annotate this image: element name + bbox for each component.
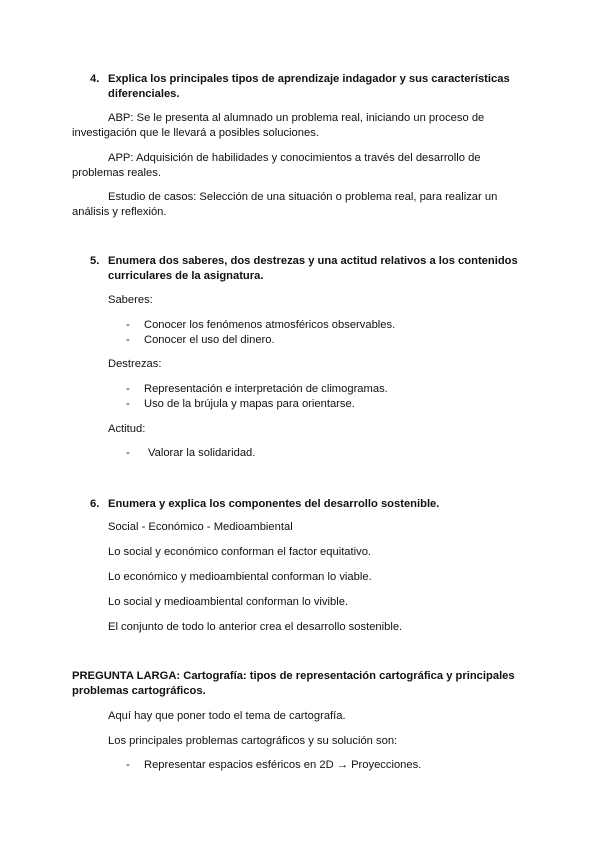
actitud-label: Actitud: — [108, 423, 146, 435]
question-6-heading — [90, 497, 530, 512]
question-number: 5. — [90, 255, 100, 267]
paragraph: ABP: Se le presenta al alumnado un problema real, iniciando un proceso de investigación que le llevará a posibles soluciones. — [72, 112, 485, 139]
saberes-label: Saberes: — [108, 294, 153, 306]
text-line: Lo económico y medioambiental conforman lo viable. — [108, 571, 372, 583]
text-line: Lo social y medioambiental conforman lo vivible. — [108, 596, 349, 608]
list-item: - Valorar la solidaridad. — [126, 447, 256, 459]
question-title: Enumera dos saberes, dos destrezas y una actitud relativos a los contenidos curriculares de la asignatura. — [108, 255, 518, 282]
question-number: 4. — [90, 73, 100, 85]
list-item: - Conocer el uso del dinero. — [126, 334, 275, 346]
list-item: - Representación e interpretación de climogramas. — [126, 383, 388, 395]
paragraph: Estudio de casos: Selección de una situación o problema real, para realizar un análisis y reflexión. — [72, 191, 498, 218]
list-item: - Conocer los fenómenos atmosféricos observables. — [126, 319, 396, 331]
question-title: Explica los principales tipos de aprendizaje indagador y sus características diferenciales. — [108, 73, 510, 100]
question-number: 6. — [90, 498, 100, 510]
text-line: Lo social y económico conforman el factor equitativo. — [108, 546, 372, 558]
question-5-heading — [90, 254, 530, 284]
text-line: Los principales problemas cartográficos y su solución son: — [108, 735, 398, 747]
list-item: - Uso de la brújula y mapas para orientarse. — [126, 398, 355, 410]
paragraph: APP: Adquisición de habilidades y conocimientos a través del desarrollo de problemas reales. — [72, 152, 481, 179]
text-line: Aquí hay que poner todo el tema de cartografía. — [108, 710, 346, 722]
question-title: Enumera y explica los componentes del desarrollo sostenible. — [108, 498, 440, 510]
text-line: Social - Económico - Medioambiental — [108, 521, 293, 533]
question-4-heading — [90, 72, 530, 102]
long-question-title: PREGUNTA LARGA: Cartografía: tipos de representación cartográfica y principales problemas cartográficos. — [72, 670, 515, 697]
text-line: El conjunto de todo lo anterior crea el desarrollo sostenible. — [108, 621, 403, 633]
list-item: - Representar espacios esféricos en 2D → Proyecciones. — [126, 759, 422, 771]
destrezas-label: Destrezas: — [108, 358, 162, 370]
